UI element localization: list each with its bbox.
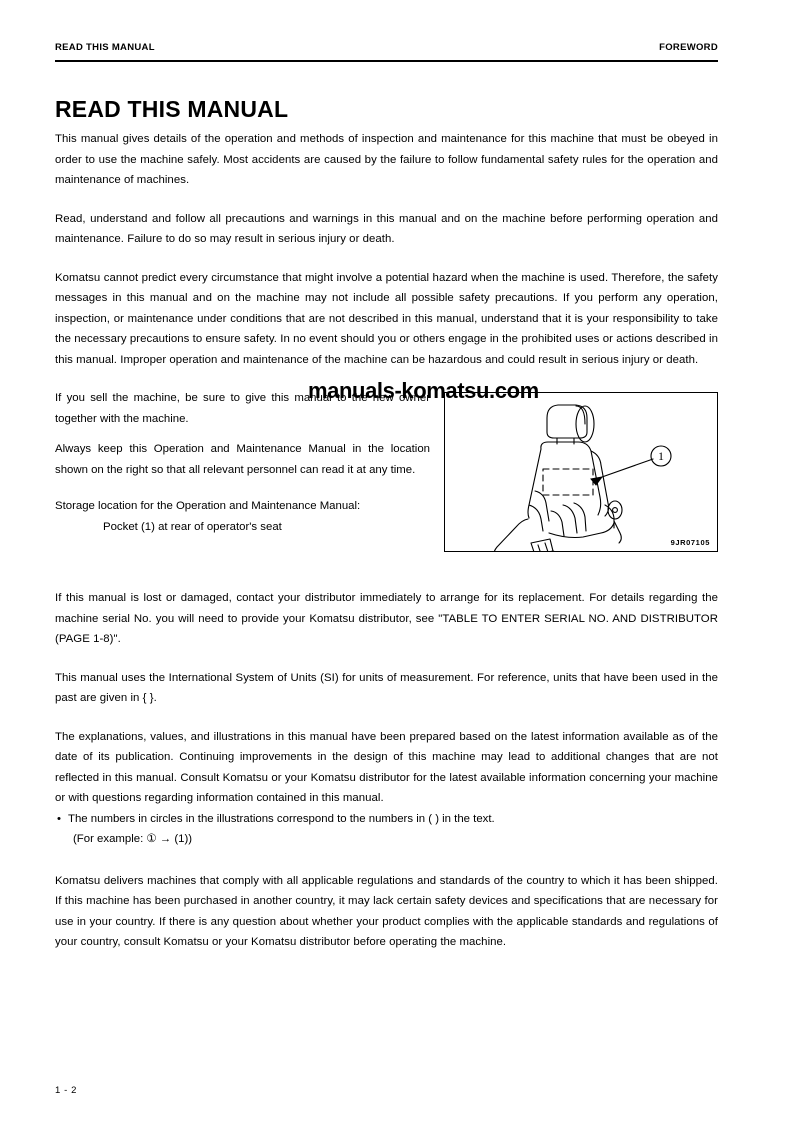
paragraph-intro: This manual gives details of the operation and methods of inspection and maintenance for this machine that must be obeyed in order to use the machine safely. Most accidents are caused by the failure to follow fundamental safety rules for the operation and maintenance of machines. <box>55 133 718 186</box>
page-number: 1 - 2 <box>55 1085 78 1096</box>
page-header <box>55 42 718 53</box>
figure-clear <box>55 558 718 588</box>
paragraph-latest-information: The explanations, values, and illustrations in this manual have been prepared based on the latest information available as of the date of its publication. Continuing improvements in the design of this machine may lead to additional changes that are not reflected in this manual. Consult Komatsu or your Komatsu distributor for the latest available information concerning your machine or with questions regarding information contained in this manual. <box>55 730 718 804</box>
figure-frame <box>444 392 718 552</box>
example-note: (For example: ① → (1)) <box>73 832 193 845</box>
paragraph-lost-manual: If this manual is lost or damaged, contact your distributor immediately to arrange for its replacement. For details regarding the machine serial No. you will need to provide your Komatsu distributor, see "TABLE TO ENTER SERIAL NO. AND DISTRIBUTOR (PAGE 1-8)". <box>55 592 718 645</box>
notes-list <box>55 809 718 829</box>
paragraph-sell-machine: If you sell the machine, be sure to give this manual to the new owner together with the machine. <box>55 392 430 425</box>
figure-code: 9JR07105 <box>670 538 710 547</box>
bullet-icon: • <box>57 812 61 825</box>
paragraph-precautions: Read, understand and follow all precautions and warnings in this manual and on the machine before performing operation and maintenance. Failure to do so may result in serious injury or death. <box>55 212 718 245</box>
callout-number: 1 <box>658 449 664 463</box>
watermark-text: manuals-komatsu.com <box>308 378 539 403</box>
storage-location-value: Pocket (1) at rear of operator's seat <box>103 520 282 533</box>
paragraph-units: This manual uses the International System of Units (SI) for units of measurement. For reference, units that have been used in the past are given in { }. <box>55 671 718 704</box>
header-divider <box>55 60 718 62</box>
storage-section <box>55 388 718 588</box>
paragraph-hazard-notice: Komatsu cannot predict every circumstance that might involve a potential hazard when the machine is used. Therefore, the safety messages in this manual and on the machine may not include all possible safety precautions. If you perform any operation, inspection, or maintenance under conditions that are not described in this manual, understand that it is your responsibility to take the necessary precautions to ensure safety. In no event should you or others engage in the prohibited uses or actions described in this manual. Improper operation and maintenance of the machine can be hazardous and could result in serious injury or death. <box>55 271 718 366</box>
storage-location-label: Storage location for the Operation and Maintenance Manual: <box>55 500 361 512</box>
paragraph-keep-manual: Always keep this Operation and Maintenance Manual in the location shown on the right so that all relevant personnel can read it at any time. <box>55 443 430 476</box>
page-title: READ THIS MANUAL <box>55 96 289 122</box>
operator-seat-illustration <box>445 393 717 551</box>
list-item <box>55 809 718 829</box>
header-chapter-title: FOREWORD <box>659 42 718 53</box>
page-content <box>55 96 718 971</box>
spacer <box>55 849 718 871</box>
header-section-title: READ THIS MANUAL <box>55 42 155 53</box>
paragraph-regulations: Komatsu delivers machines that comply with all applicable regulations and standards of the country to which it has been shipped. If this machine has been purchased in another country, it may lack certain safety devices and specifications that are necessary for use in your country. If there is any question about whether your product complies with the applicable standards and regulations of your country, consult Komatsu or your Komatsu distributor before operating the machine. <box>55 874 718 948</box>
figure-seat-location <box>444 392 718 552</box>
list-item-label: The numbers in circles in the illustrations correspond to the numbers in ( ) in the text. <box>68 812 495 825</box>
